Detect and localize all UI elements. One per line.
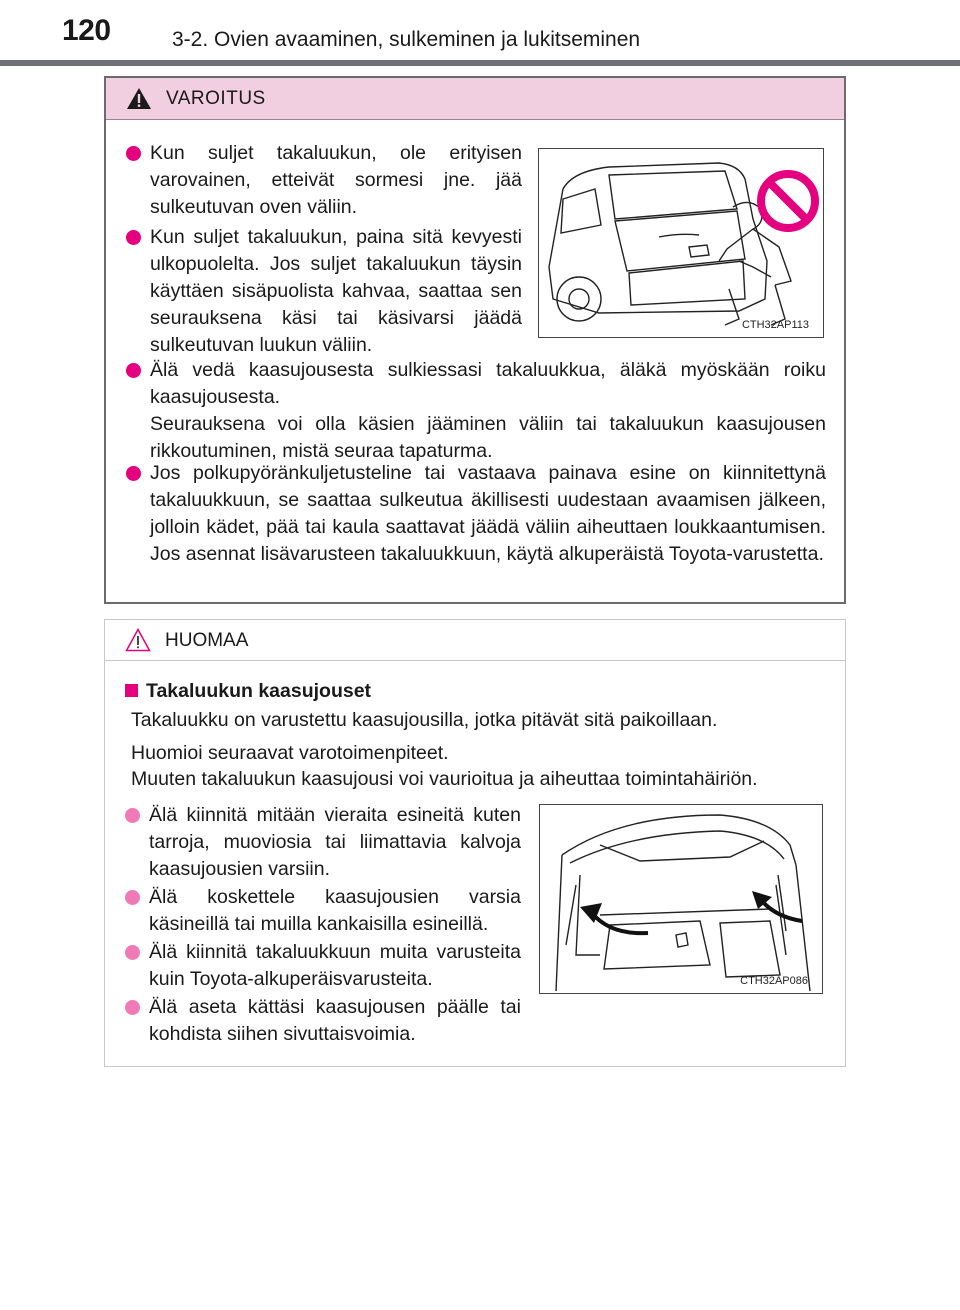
square-bullet-icon [125,684,138,697]
warning-item-text: Jos polkupyöränkuljetusteline tai vastaava painava esine on kiinnitettynä takaluukkuun, se saattaa sulkeutua äkillisesti uudestaan avaamisen jälkeen, jolloin kädet, pää tai kaula saattavat jäädä väliin aiheuttaen loukkaantumisen. Jos asennat lisävarusteen takaluukkuun, käytä alkuperäistä Toyota-varustetta. [150,462,826,565]
notice-item-text: Älä koskettele kaasujousien varsia käsineillä tai muilla kankaisilla esineillä. [149,886,521,935]
bullet-dot [126,146,141,161]
notice-item-4 [125,994,521,1048]
notice-label: HUOMAA [165,630,249,651]
gas-strut-figure [539,804,823,994]
bullet-dot [125,945,140,960]
notice-paragraph-2a: Huomioi seuraavat varotoimenpiteet. [131,742,449,764]
notice-item-3 [125,939,521,993]
notice-subheading-text: Takaluukun kaasujouset [146,680,372,702]
warning-header [106,78,844,120]
section-title: 3-2. Ovien avaaminen, sulkeminen ja lukitseminen [172,28,641,51]
warning-item-text: Älä vedä kaasujousesta sulkiessasi takaluukkua, äläkä myöskään roiku kaasujousesta. [150,359,826,408]
warning-triangle-icon [126,87,152,110]
open-tailgate-illustration [540,805,822,993]
warning-item-2 [126,224,522,354]
warning-item-3 [126,357,826,465]
warning-label: VAROITUS [166,88,266,109]
bullet-dot [126,466,141,481]
warning-item-4 [126,460,826,568]
warning-item-text: Kun suljet takaluukun, ole erityisen varovainen, etteivät sormesi jne. jää sulkeutuvan oven väliin. [150,142,522,218]
bullet-dot [125,890,140,905]
warning-item-extra: Seurauksena voi olla käsien jääminen väliin tai takaluukun kaasujousen rikkoutuminen, mistä seuraa tapaturma. [150,413,826,462]
figure-code: CTH32AP086 [740,975,808,987]
notice-item-2 [125,884,521,938]
warning-item-text: Kun suljet takaluukun, paina sitä kevyesti ulkopuolelta. Jos suljet takaluukun täysin käyttäen sisäpuolista kahvaa, saattaa sen seurauksena käsi tai käsivarsi jäädä sulkeutuvan luukun väliin. [150,226,522,354]
page-number: 120 [62,14,111,47]
warning-item-1 [126,140,522,221]
notice-item-text: Älä kiinnitä takaluukkuun muita varusteita kuin Toyota-alkuperäisvarusteita. [149,941,521,990]
notice-header [105,620,845,661]
figure-code: CTH32AP113 [741,319,809,331]
notice-item-1 [125,802,521,883]
notice-item-text: Älä aseta kättäsi kaasujousen päälle tai kohdista siihen sivuttaisvoimia. [149,996,521,1045]
header-rule [0,60,960,66]
notice-paragraph-1: Takaluukku on varustettu kaasujousilla, jotka pitävät sitä paikoillaan. [131,709,718,731]
bullet-dot [125,808,140,823]
notice-paragraph-2b: Muuten takaluukun kaasujousi voi vaurioitua ja aiheuttaa toimintahäiriön. [131,768,758,790]
notice-item-text: Älä kiinnitä mitään vieraita esineitä kuten tarroja, muoviosia tai liimattavia kalvoja kaasujousien varsiin. [149,804,521,880]
notice-box [104,619,846,1067]
caution-triangle-icon [125,628,151,652]
warning-box [104,76,846,604]
bullet-dot [126,363,141,378]
bullet-dot [126,230,141,245]
bullet-dot [125,1000,140,1015]
prohibition-sign-icon [756,169,820,233]
notice-subheading [125,680,371,703]
